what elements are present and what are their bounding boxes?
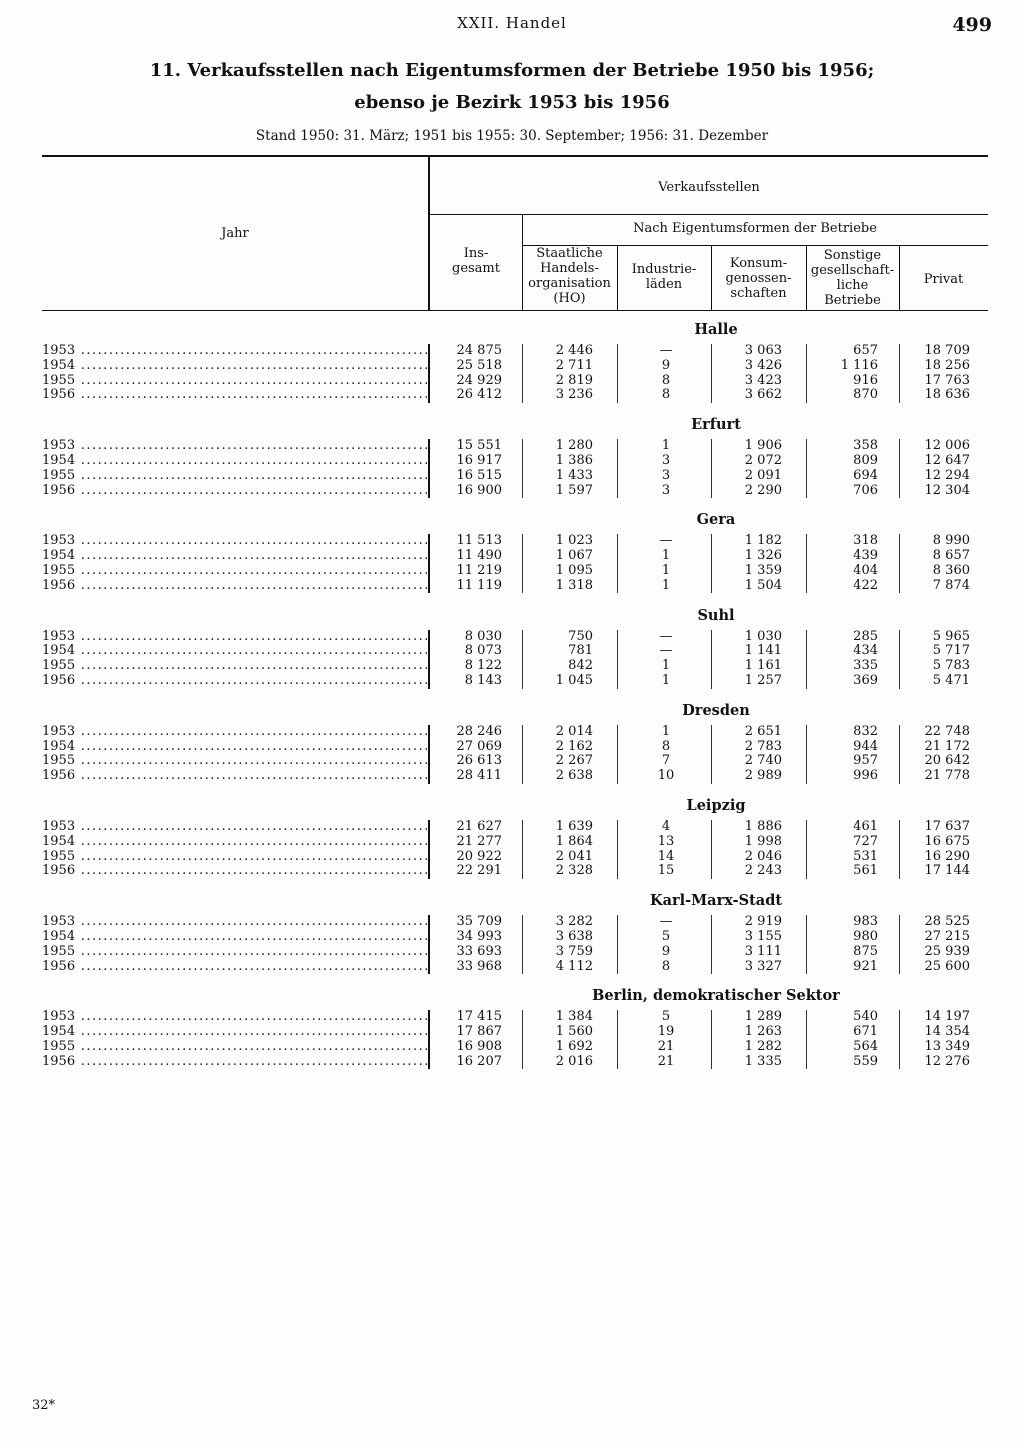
privat-cell: 8 990 bbox=[932, 533, 970, 549]
insgesamt-cell: 27 069 bbox=[456, 738, 502, 754]
table-row bbox=[0, 725, 1024, 740]
industrie-cell: — bbox=[659, 628, 673, 644]
insgesamt-cell: 11 219 bbox=[456, 562, 502, 578]
table-row bbox=[0, 930, 1024, 945]
ho-cell: 3 236 bbox=[555, 387, 593, 403]
industrie-cell: 8 bbox=[661, 387, 671, 403]
sonstige-cell: 706 bbox=[853, 482, 878, 498]
insgesamt-cell: 34 993 bbox=[456, 928, 502, 944]
privat-cell: 5 471 bbox=[932, 672, 970, 688]
sonstige-cell: 434 bbox=[853, 643, 878, 659]
sonstige-cell: 461 bbox=[853, 818, 878, 834]
privat-cell: 12 304 bbox=[924, 482, 970, 498]
bezirk-heading bbox=[0, 411, 1024, 439]
konsum-cell: 1 182 bbox=[744, 533, 782, 549]
sonstige-cell: 531 bbox=[853, 848, 878, 864]
industrie-cell: 21 bbox=[657, 1053, 675, 1069]
konsum-cell: 1 257 bbox=[744, 672, 782, 688]
ho-cell: 842 bbox=[568, 658, 593, 674]
year-cell: 1954 ..... bbox=[42, 930, 427, 945]
table-row bbox=[0, 579, 1024, 594]
sonstige-cell: 404 bbox=[853, 562, 878, 578]
ho-cell: 1 864 bbox=[555, 833, 593, 849]
privat-cell: 5 717 bbox=[932, 643, 970, 659]
year-cell: 1953 ..... bbox=[42, 820, 427, 835]
year-cell: 1955 ..... bbox=[42, 754, 427, 769]
industrie-cell: 10 bbox=[657, 768, 675, 784]
insgesamt-cell: 8 030 bbox=[464, 628, 502, 644]
insgesamt-cell: 11 513 bbox=[456, 533, 502, 549]
privat-cell: 16 675 bbox=[924, 833, 970, 849]
year-cell: 1955 ..... bbox=[42, 469, 427, 484]
header-rule-group bbox=[430, 214, 988, 215]
ho-cell: 1 560 bbox=[555, 1024, 593, 1040]
sonstige-cell: 916 bbox=[853, 372, 878, 388]
ho-cell: 1 067 bbox=[555, 548, 593, 564]
privat-cell: 7 874 bbox=[932, 577, 970, 593]
konsum-cell: 1 141 bbox=[744, 643, 782, 659]
ho-cell: 1 639 bbox=[555, 818, 593, 834]
bezirk-heading bbox=[0, 316, 1024, 344]
table-row bbox=[0, 549, 1024, 564]
year-cell: 1953 ..... bbox=[42, 915, 427, 930]
table-row bbox=[0, 754, 1024, 769]
sonstige-cell: 980 bbox=[853, 928, 878, 944]
industrie-cell: 1 bbox=[661, 548, 671, 564]
ho-cell: 1 597 bbox=[555, 482, 593, 498]
sonstige-cell: 422 bbox=[853, 577, 878, 593]
bezirk-name: Dresden bbox=[682, 701, 750, 719]
ho-cell: 1 433 bbox=[555, 467, 593, 483]
insgesamt-cell: 17 867 bbox=[456, 1024, 502, 1040]
year-cell: 1954 ..... bbox=[42, 359, 427, 374]
konsum-cell: 1 282 bbox=[744, 1038, 782, 1054]
bezirk-name: Leipzig bbox=[686, 796, 746, 814]
industrie-cell: 19 bbox=[657, 1024, 675, 1040]
bezirk-group bbox=[0, 792, 1024, 879]
ho-cell: 3 282 bbox=[555, 914, 593, 930]
konsum-cell: 1 359 bbox=[744, 562, 782, 578]
table-row bbox=[0, 630, 1024, 645]
privat-cell: 12 647 bbox=[924, 452, 970, 468]
year-cell: 1954 ..... bbox=[42, 1025, 427, 1040]
industrie-cell: — bbox=[659, 533, 673, 549]
year-cell: 1954 ..... bbox=[42, 454, 427, 469]
table-row bbox=[0, 484, 1024, 499]
konsum-cell: 3 155 bbox=[744, 928, 782, 944]
ho-cell: 2 267 bbox=[555, 753, 593, 769]
year-cell: 1953 ..... bbox=[42, 344, 427, 359]
privat-cell: 18 256 bbox=[924, 357, 970, 373]
ho-cell: 2 162 bbox=[555, 738, 593, 754]
privat-cell: 14 354 bbox=[924, 1024, 970, 1040]
table-row bbox=[0, 674, 1024, 689]
ho-cell: 1 023 bbox=[555, 533, 593, 549]
sonstige-cell: 657 bbox=[853, 343, 878, 358]
year-cell: 1956 ..... bbox=[42, 1055, 427, 1070]
ho-cell: 1 692 bbox=[555, 1038, 593, 1054]
insgesamt-cell: 24 929 bbox=[456, 372, 502, 388]
year-cell: 1955 ..... bbox=[42, 374, 427, 389]
sonstige-cell: 559 bbox=[853, 1053, 878, 1069]
industrie-cell: 8 bbox=[661, 738, 671, 754]
industrie-cell: 3 bbox=[661, 452, 671, 468]
insgesamt-cell: 16 207 bbox=[456, 1053, 502, 1069]
header-industrie: Industrie- läden bbox=[631, 262, 697, 292]
year-cell: 1954 ..... bbox=[42, 740, 427, 755]
konsum-cell: 2 290 bbox=[744, 482, 782, 498]
industrie-cell: 5 bbox=[661, 1009, 671, 1025]
insgesamt-cell: 16 900 bbox=[456, 482, 502, 498]
table-title: 11. Verkaufsstellen nach Eigentumsformen der Betriebe 1950 bis 1956; bbox=[149, 60, 875, 81]
year-cell: 1956 ..... bbox=[42, 484, 427, 499]
ho-cell: 781 bbox=[568, 643, 593, 659]
table-row bbox=[0, 850, 1024, 865]
year-cell: 1953 ..... bbox=[42, 630, 427, 645]
insgesamt-cell: 25 518 bbox=[456, 357, 502, 373]
privat-cell: 28 525 bbox=[924, 914, 970, 930]
table-row bbox=[0, 740, 1024, 755]
privat-cell: 21 778 bbox=[924, 768, 970, 784]
ho-cell: 2 819 bbox=[555, 372, 593, 388]
year-cell: 1956 ..... bbox=[42, 864, 427, 879]
privat-cell: 20 642 bbox=[924, 753, 970, 769]
industrie-cell: — bbox=[659, 914, 673, 930]
konsum-cell: 1 326 bbox=[744, 548, 782, 564]
privat-cell: 12 006 bbox=[924, 438, 970, 454]
konsum-cell: 3 111 bbox=[744, 943, 782, 959]
table-row bbox=[0, 820, 1024, 835]
industrie-cell: 1 bbox=[661, 562, 671, 578]
ho-cell: 1 045 bbox=[555, 672, 593, 688]
insgesamt-cell: 33 693 bbox=[456, 943, 502, 959]
privat-cell: 14 197 bbox=[924, 1009, 970, 1025]
ho-cell: 1 095 bbox=[555, 562, 593, 578]
privat-cell: 25 939 bbox=[924, 943, 970, 959]
ho-cell: 2 016 bbox=[555, 1053, 593, 1069]
table-row bbox=[0, 1040, 1024, 1055]
privat-cell: 16 290 bbox=[924, 848, 970, 864]
privat-cell: 27 215 bbox=[924, 928, 970, 944]
sonstige-cell: 875 bbox=[853, 943, 878, 959]
konsum-cell: 3 063 bbox=[744, 343, 782, 358]
table-row bbox=[0, 835, 1024, 850]
privat-cell: 13 349 bbox=[924, 1038, 970, 1054]
insgesamt-cell: 11 490 bbox=[456, 548, 502, 564]
bezirk-name: Karl-Marx-Stadt bbox=[649, 892, 783, 910]
privat-cell: 17 637 bbox=[924, 818, 970, 834]
bezirk-name: Halle bbox=[694, 321, 738, 338]
year-cell: 1955 ..... bbox=[42, 564, 427, 579]
industrie-cell: — bbox=[659, 343, 673, 358]
bezirk-name: Suhl bbox=[697, 606, 735, 624]
year-cell: 1953 ..... bbox=[42, 725, 427, 740]
insgesamt-cell: 21 277 bbox=[456, 833, 502, 849]
year-cell: 1955 ..... bbox=[42, 850, 427, 865]
insgesamt-cell: 16 917 bbox=[456, 452, 502, 468]
konsum-cell: 2 783 bbox=[744, 738, 782, 754]
insgesamt-cell: 35 709 bbox=[456, 914, 502, 930]
insgesamt-cell: 21 627 bbox=[456, 818, 502, 834]
privat-cell: 12 276 bbox=[924, 1053, 970, 1069]
insgesamt-cell: 17 415 bbox=[456, 1009, 502, 1025]
year-cell: 1954 ..... bbox=[42, 644, 427, 659]
table-subtitle: Stand 1950: 31. März; 1951 bis 1955: 30. September; 1956: 31. Dezember bbox=[255, 128, 769, 144]
ho-cell: 1 280 bbox=[555, 438, 593, 454]
table-row bbox=[0, 564, 1024, 579]
ho-cell: 2 638 bbox=[555, 768, 593, 784]
ho-cell: 3 759 bbox=[555, 943, 593, 959]
table-row bbox=[0, 344, 1024, 359]
sonstige-cell: 671 bbox=[853, 1024, 878, 1040]
konsum-cell: 2 243 bbox=[744, 863, 782, 879]
privat-cell: 5 965 bbox=[932, 628, 970, 644]
year-cell: 1954 ..... bbox=[42, 549, 427, 564]
industrie-cell: 5 bbox=[661, 928, 671, 944]
year-cell: 1956 ..... bbox=[42, 388, 427, 403]
bezirk-heading bbox=[0, 982, 1024, 1010]
table-row bbox=[0, 359, 1024, 374]
industrie-cell: 1 bbox=[661, 658, 671, 674]
insgesamt-cell: 16 515 bbox=[456, 467, 502, 483]
header-year: Jahr bbox=[221, 226, 249, 241]
sonstige-cell: 832 bbox=[853, 723, 878, 739]
sonstige-cell: 285 bbox=[853, 628, 878, 644]
ho-cell: 4 112 bbox=[555, 958, 593, 974]
table-row bbox=[0, 1025, 1024, 1040]
header-bottom-rule bbox=[42, 310, 988, 311]
bezirk-heading bbox=[0, 602, 1024, 630]
header-insgesamt: Ins- gesamt bbox=[452, 246, 500, 276]
sonstige-cell: 439 bbox=[853, 548, 878, 564]
konsum-cell: 1 030 bbox=[744, 628, 782, 644]
header-privat: Privat bbox=[923, 272, 964, 287]
industrie-cell: 1 bbox=[661, 438, 671, 454]
header-konsum: Konsum- genossen- schaften bbox=[725, 256, 792, 301]
bezirk-group bbox=[0, 602, 1024, 689]
sonstige-cell: 921 bbox=[853, 958, 878, 974]
ho-cell: 2 711 bbox=[555, 357, 593, 373]
industrie-cell: — bbox=[659, 643, 673, 659]
year-cell: 1953 ..... bbox=[42, 534, 427, 549]
bezirk-name: Erfurt bbox=[691, 416, 741, 434]
running-head: XXII. Handel bbox=[457, 14, 567, 32]
insgesamt-cell: 8 073 bbox=[464, 643, 502, 659]
insgesamt-cell: 15 551 bbox=[456, 438, 502, 454]
table-row bbox=[0, 374, 1024, 389]
sonstige-cell: 944 bbox=[853, 738, 878, 754]
konsum-cell: 1 335 bbox=[744, 1053, 782, 1069]
sonstige-cell: 870 bbox=[853, 387, 878, 403]
industrie-cell: 8 bbox=[661, 958, 671, 974]
konsum-cell: 1 886 bbox=[744, 818, 782, 834]
year-cell: 1956 ..... bbox=[42, 769, 427, 784]
table-row bbox=[0, 960, 1024, 975]
insgesamt-cell: 16 908 bbox=[456, 1038, 502, 1054]
industrie-cell: 14 bbox=[657, 848, 675, 864]
konsum-cell: 3 662 bbox=[744, 387, 782, 403]
header-eigentumsformen: Nach Eigentumsformen der Betriebe bbox=[633, 221, 877, 236]
konsum-cell: 1 161 bbox=[744, 658, 782, 674]
table-row bbox=[0, 945, 1024, 960]
bezirk-name: Gera bbox=[696, 511, 736, 529]
konsum-cell: 2 046 bbox=[744, 848, 782, 864]
bezirk-group bbox=[0, 316, 1024, 403]
insgesamt-cell: 8 122 bbox=[464, 658, 502, 674]
bezirk-name: Berlin, demokratischer Sektor bbox=[592, 987, 840, 1005]
year-cell: 1954 ..... bbox=[42, 835, 427, 850]
konsum-cell: 1 906 bbox=[744, 438, 782, 454]
sonstige-cell: 694 bbox=[853, 467, 878, 483]
year-cell: 1955 ..... bbox=[42, 945, 427, 960]
sonstige-cell: 809 bbox=[853, 452, 878, 468]
ho-cell: 2 446 bbox=[555, 343, 593, 358]
insgesamt-cell: 26 613 bbox=[456, 753, 502, 769]
year-cell: 1956 ..... bbox=[42, 960, 427, 975]
table-row bbox=[0, 534, 1024, 549]
header-verkaufsstellen: Verkaufsstellen bbox=[658, 180, 760, 195]
privat-cell: 22 748 bbox=[924, 723, 970, 739]
konsum-cell: 1 289 bbox=[744, 1009, 782, 1025]
industrie-cell: 9 bbox=[661, 357, 671, 373]
ho-cell: 2 041 bbox=[555, 848, 593, 864]
insgesamt-cell: 22 291 bbox=[456, 863, 502, 879]
sonstige-cell: 957 bbox=[853, 753, 878, 769]
sonstige-cell: 561 bbox=[853, 863, 878, 879]
table-body bbox=[0, 316, 1024, 1078]
year-cell: 1953 ..... bbox=[42, 439, 427, 454]
year-cell: 1955 ..... bbox=[42, 659, 427, 674]
insgesamt-cell: 8 143 bbox=[464, 672, 502, 688]
sonstige-cell: 983 bbox=[853, 914, 878, 930]
insgesamt-cell: 26 412 bbox=[456, 387, 502, 403]
table-row bbox=[0, 915, 1024, 930]
insgesamt-cell: 28 246 bbox=[456, 723, 502, 739]
konsum-cell: 3 327 bbox=[744, 958, 782, 974]
sonstige-cell: 369 bbox=[853, 672, 878, 688]
bezirk-group bbox=[0, 697, 1024, 784]
table-row bbox=[0, 769, 1024, 784]
table-row bbox=[0, 439, 1024, 454]
bezirk-heading bbox=[0, 792, 1024, 820]
sonstige-cell: 335 bbox=[853, 658, 878, 674]
year-cell: 1955 ..... bbox=[42, 1040, 427, 1055]
table-title-line2: ebenso je Bezirk 1953 bis 1956 bbox=[354, 92, 670, 113]
bezirk-group bbox=[0, 887, 1024, 974]
header-sonstige: Sonstige gesellschaft- liche Betriebe bbox=[810, 248, 895, 308]
industrie-cell: 7 bbox=[661, 753, 671, 769]
konsum-cell: 3 423 bbox=[744, 372, 782, 388]
bezirk-group bbox=[0, 411, 1024, 498]
privat-cell: 18 636 bbox=[924, 387, 970, 403]
table-row bbox=[0, 388, 1024, 403]
konsum-cell: 2 072 bbox=[744, 452, 782, 468]
header-ho: Staatliche Handels- organisation (HO) bbox=[528, 246, 611, 306]
industrie-cell: 9 bbox=[661, 943, 671, 959]
konsum-cell: 3 426 bbox=[744, 357, 782, 373]
konsum-cell: 2 091 bbox=[744, 467, 782, 483]
ho-cell: 2 014 bbox=[555, 723, 593, 739]
insgesamt-cell: 20 922 bbox=[456, 848, 502, 864]
privat-cell: 17 763 bbox=[924, 372, 970, 388]
insgesamt-cell: 24 875 bbox=[456, 343, 502, 358]
year-cell: 1953 ..... bbox=[42, 1010, 427, 1025]
industrie-cell: 15 bbox=[657, 863, 675, 879]
bezirk-heading bbox=[0, 887, 1024, 915]
insgesamt-cell: 11 119 bbox=[456, 577, 502, 593]
industrie-cell: 3 bbox=[661, 482, 671, 498]
table-row bbox=[0, 644, 1024, 659]
konsum-cell: 2 989 bbox=[744, 768, 782, 784]
privat-cell: 21 172 bbox=[924, 738, 970, 754]
sheet-signature: 32* bbox=[32, 1398, 56, 1413]
ho-cell: 3 638 bbox=[555, 928, 593, 944]
table-row bbox=[0, 469, 1024, 484]
sonstige-cell: 727 bbox=[853, 833, 878, 849]
industrie-cell: 21 bbox=[657, 1038, 675, 1054]
konsum-cell: 1 504 bbox=[744, 577, 782, 593]
sonstige-cell: 540 bbox=[853, 1009, 878, 1025]
ho-cell: 750 bbox=[568, 628, 593, 644]
industrie-cell: 8 bbox=[661, 372, 671, 388]
bezirk-group bbox=[0, 982, 1024, 1069]
industrie-cell: 13 bbox=[657, 833, 675, 849]
sonstige-cell: 1 116 bbox=[840, 357, 878, 373]
table-top-rule bbox=[42, 155, 988, 157]
industrie-cell: 1 bbox=[661, 577, 671, 593]
insgesamt-cell: 28 411 bbox=[456, 768, 502, 784]
privat-cell: 25 600 bbox=[924, 958, 970, 974]
privat-cell: 12 294 bbox=[924, 467, 970, 483]
sonstige-cell: 318 bbox=[853, 533, 878, 549]
table-row bbox=[0, 454, 1024, 469]
insgesamt-cell: 33 968 bbox=[456, 958, 502, 974]
industrie-cell: 1 bbox=[661, 672, 671, 688]
table-row bbox=[0, 1010, 1024, 1025]
table-row bbox=[0, 659, 1024, 674]
konsum-cell: 2 740 bbox=[744, 753, 782, 769]
sonstige-cell: 996 bbox=[853, 768, 878, 784]
industrie-cell: 4 bbox=[661, 818, 671, 834]
konsum-cell: 1 998 bbox=[744, 833, 782, 849]
ho-cell: 2 328 bbox=[555, 863, 593, 879]
year-cell: 1956 ..... bbox=[42, 674, 427, 689]
table-row bbox=[0, 864, 1024, 879]
privat-cell: 17 144 bbox=[924, 863, 970, 879]
industrie-cell: 3 bbox=[661, 467, 671, 483]
privat-cell: 8 360 bbox=[932, 562, 970, 578]
ho-cell: 1 386 bbox=[555, 452, 593, 468]
konsum-cell: 1 263 bbox=[744, 1024, 782, 1040]
konsum-cell: 2 651 bbox=[744, 723, 782, 739]
table-row bbox=[0, 1055, 1024, 1070]
ho-cell: 1 384 bbox=[555, 1009, 593, 1025]
bezirk-heading bbox=[0, 697, 1024, 725]
bezirk-heading bbox=[0, 506, 1024, 534]
privat-cell: 5 783 bbox=[932, 658, 970, 674]
industrie-cell: 1 bbox=[661, 723, 671, 739]
page-number: 499 bbox=[952, 14, 992, 36]
bezirk-group bbox=[0, 506, 1024, 593]
privat-cell: 18 709 bbox=[924, 343, 970, 358]
privat-cell: 8 657 bbox=[932, 548, 970, 564]
konsum-cell: 2 919 bbox=[744, 914, 782, 930]
year-cell: 1956 ..... bbox=[42, 579, 427, 594]
ho-cell: 1 318 bbox=[555, 577, 593, 593]
sonstige-cell: 358 bbox=[853, 438, 878, 454]
sonstige-cell: 564 bbox=[853, 1038, 878, 1054]
